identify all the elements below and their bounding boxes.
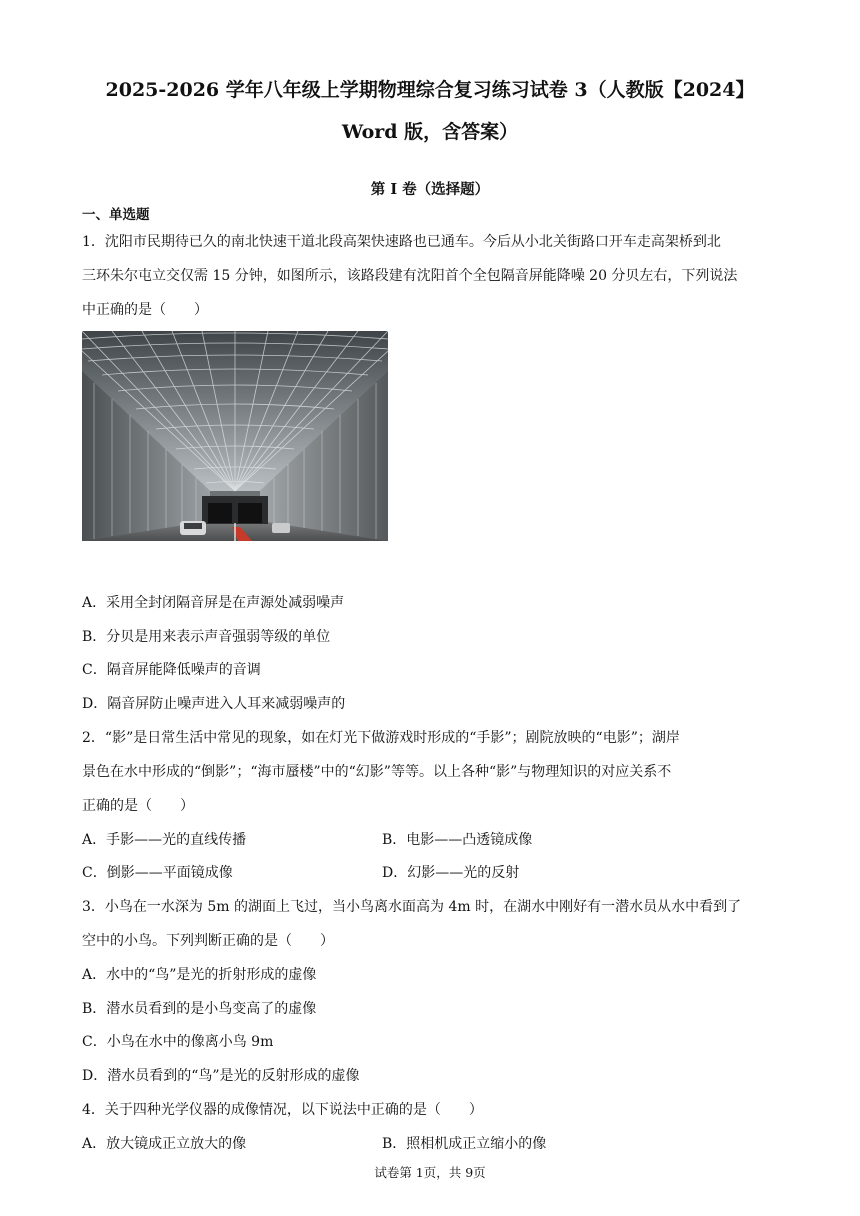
- q4-option-b: B．照相机成正立缩小的像: [382, 1136, 547, 1152]
- q1-option-c: C．隔音屏能降低噪声的音调: [82, 662, 261, 678]
- part-heading: 一、单选题: [82, 207, 150, 223]
- q1-option-b: B．分贝是用来表示声音强弱等级的单位: [82, 629, 331, 645]
- q3-option-b: B．潜水员看到的是小鸟变高了的虚像: [82, 1001, 317, 1017]
- q2-stem-line1: 2．“影”是日常生活中常见的现象，如在灯光下做游戏时形成的“手影”；剧院放映的“电影”；湖岸: [82, 730, 680, 746]
- q3-option-d: D．潜水员看到的“鸟”是光的反射形成的虚像: [82, 1068, 360, 1084]
- q2-option-a: A．手影——光的直线传播: [82, 832, 247, 848]
- q3-option-c: C．小鸟在水中的像离小鸟 9m: [82, 1034, 274, 1050]
- q4-stem-line1: 4．关于四种光学仪器的成像情况，以下说法中正确的是（ ）: [82, 1102, 483, 1118]
- q3-stem-line2: 空中的小鸟。下列判断正确的是（ ）: [82, 933, 334, 949]
- q1-stem-line3: 中正确的是（ ）: [82, 302, 208, 318]
- sound-barrier-tunnel-photo-icon: [82, 331, 388, 541]
- q1-stem-line1: 1．沈阳市民期待已久的南北快速干道北段高架快速路也已通车。今后从小北关街路口开车走高架桥到北: [82, 234, 721, 250]
- q2-stem-line3: 正确的是（ ）: [82, 798, 194, 814]
- q3-stem-line1: 3．小鸟在一水深为 5m 的湖面上飞过，当小鸟离水面高为 4m 时，在湖水中刚好有一潜水员从水中看到了: [82, 899, 742, 915]
- section-title: 第 I 卷（选择题）: [370, 181, 490, 198]
- doc-title-line2: Word 版，含答案）: [341, 121, 519, 143]
- q1-option-a: A．采用全封闭隔音屏是在声源处减弱噪声: [82, 595, 345, 611]
- q2-stem-line2: 景色在水中形成的“倒影”；“海市蜃楼”中的“幻影”等等。以上各种“影”与物理知识的对应关系不: [82, 764, 672, 780]
- page-footer: 试卷第 1页，共 9页: [374, 1165, 486, 1180]
- q1-stem-line2: 三环朱尔屯立交仅需 15 分钟，如图所示，该路段建有沈阳首个全包隔音屏能降噪 20 分贝左右，下列说法: [82, 268, 738, 284]
- q2-option-d: D．幻影——光的反射: [382, 865, 520, 881]
- q1-option-d: D．隔音屏防止噪声进入人耳来减弱噪声的: [82, 696, 346, 712]
- q2-option-c: C．倒影——平面镜成像: [82, 865, 233, 881]
- q3-option-a: A．水中的“鸟”是光的折射形成的虚像: [82, 967, 317, 983]
- q4-option-a: A．放大镜成正立放大的像: [82, 1136, 247, 1152]
- doc-title-line1: 2025-2026 学年八年级上学期物理综合复习练习试卷 3（人教版【2024】: [105, 79, 755, 101]
- q2-option-b: B．电影——凸透镜成像: [382, 832, 533, 848]
